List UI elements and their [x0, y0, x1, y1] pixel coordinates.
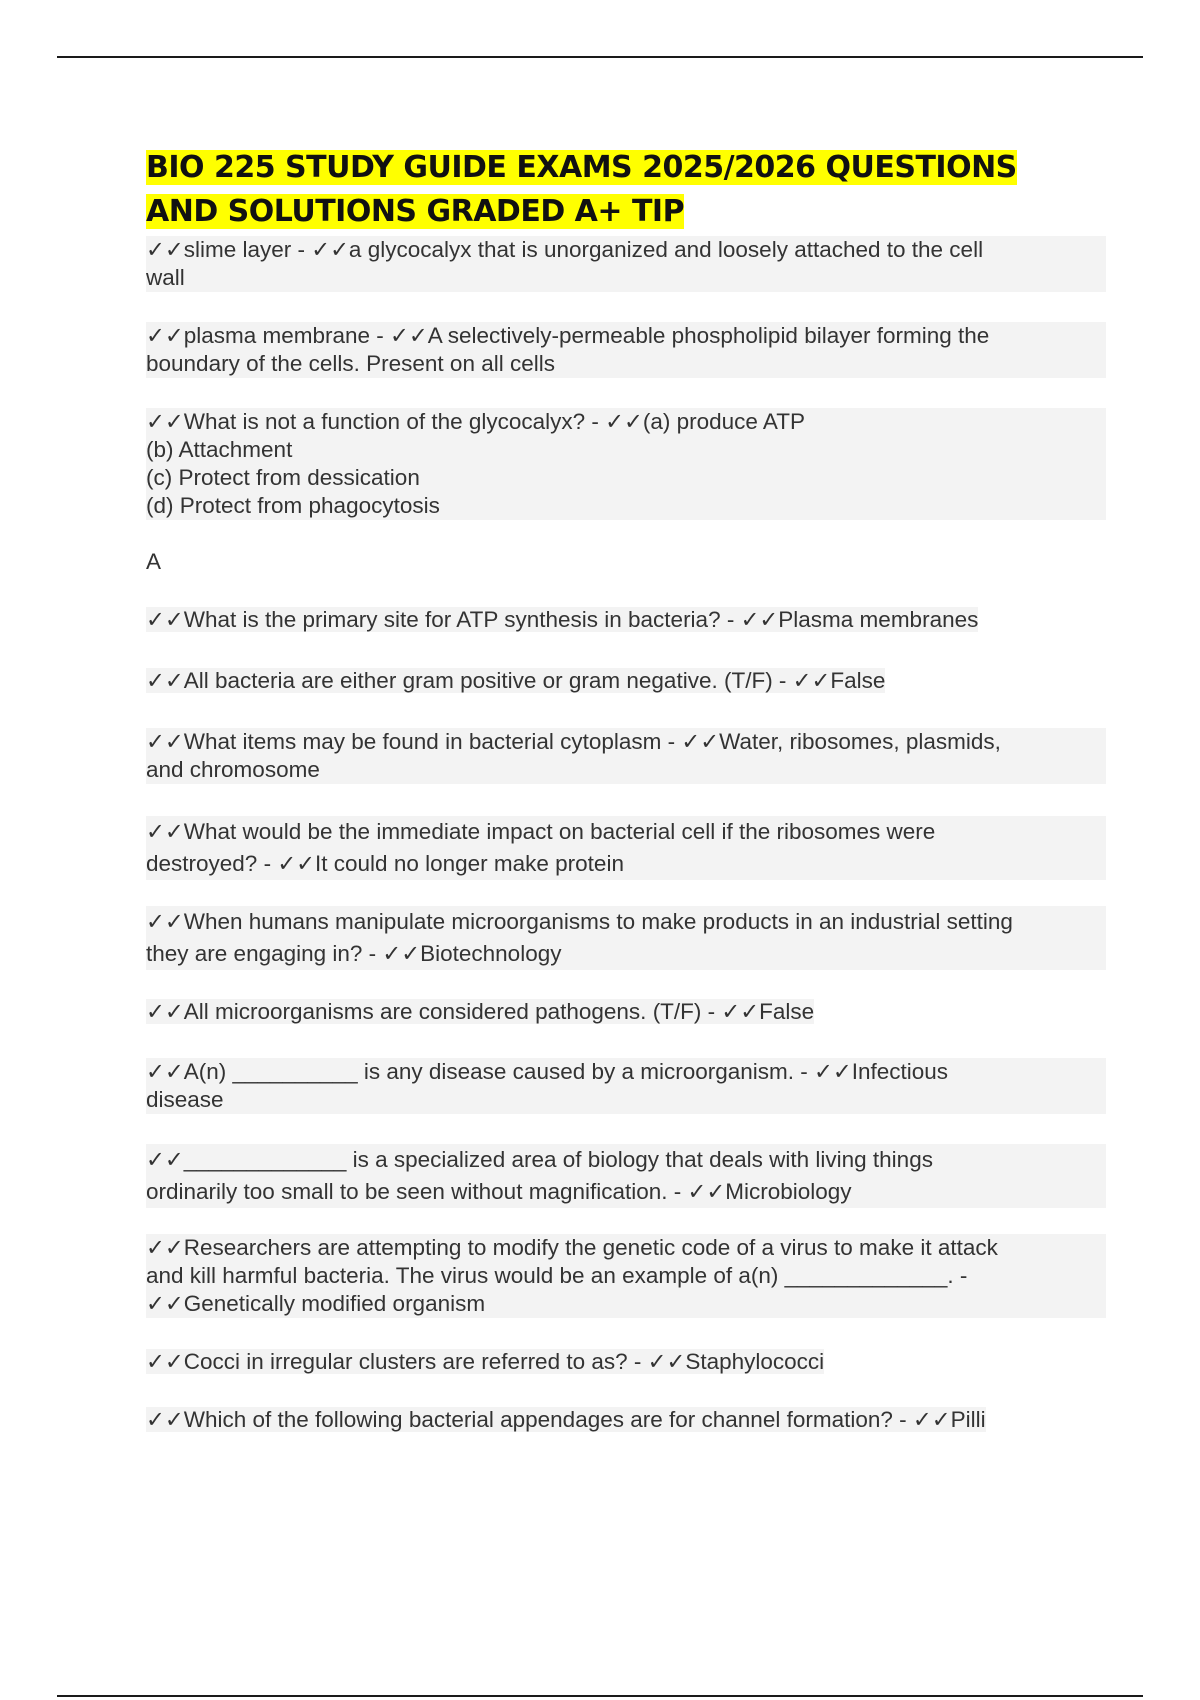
- qa-line: ✓✓What items may be found in bacterial cytoplasm - ✓✓Water, ribosomes, plasmids,: [146, 728, 1106, 756]
- qa-line: ✓✓All microorganisms are considered pathogens. (T/F) - ✓✓False: [146, 999, 815, 1024]
- qa-line: they are engaging in? - ✓✓Biotechnology: [146, 938, 1106, 970]
- qa-line: destroyed? - ✓✓It could no longer make protein: [146, 848, 1106, 880]
- qa-item: [146, 1058, 1106, 1114]
- qa-line: ✓✓slime layer - ✓✓a glycocalyx that is unorganized and loosely attached to the cell: [146, 236, 1106, 264]
- qa-line: ✓✓When humans manipulate microorganisms to make products in an industrial setting: [146, 906, 1106, 938]
- qa-line: ✓✓All bacteria are either gram positive or gram negative. (T/F) - ✓✓False: [146, 668, 886, 693]
- qa-line: ✓✓What is the primary site for ATP synthesis in bacteria? - ✓✓Plasma membranes: [146, 607, 979, 632]
- qa-item: [146, 322, 1106, 378]
- qa-line: (b) Attachment: [146, 436, 1106, 464]
- answer-letter: [146, 548, 1106, 576]
- document-body: [146, 146, 1106, 1434]
- qa-item: [146, 1234, 1106, 1318]
- qa-line: wall: [146, 264, 1106, 292]
- qa-line: ordinarily too small to be seen without magnification. - ✓✓Microbiology: [146, 1176, 1106, 1208]
- qa-line: ✓✓_____________ is a specialized area of biology that deals with living things: [146, 1144, 1106, 1176]
- qa-line: ✓✓A(n) __________ is any disease caused by a microorganism. - ✓✓Infectious: [146, 1058, 1106, 1086]
- qa-item: [146, 728, 1106, 784]
- qa-item: [146, 998, 1106, 1026]
- qa-line: ✓✓Which of the following bacterial appendages are for channel formation? - ✓✓Pilli: [146, 1407, 986, 1432]
- qa-item: [146, 1406, 1106, 1434]
- qa-line: ✓✓What would be the immediate impact on bacterial cell if the ribosomes were: [146, 816, 1106, 848]
- qa-line: and kill harmful bacteria. The virus would be an example of a(n) _____________. -: [146, 1262, 1106, 1290]
- qa-line: ✓✓Researchers are attempting to modify the genetic code of a virus to make it attack: [146, 1234, 1106, 1262]
- qa-line: ✓✓Genetically modified organism: [146, 1290, 1106, 1318]
- qa-line: disease: [146, 1086, 1106, 1114]
- qa-item: [146, 816, 1106, 880]
- qa-line: boundary of the cells. Present on all cells: [146, 350, 1106, 378]
- qa-line: A: [146, 549, 162, 574]
- qa-item: [146, 1144, 1106, 1208]
- qa-line: ✓✓Cocci in irregular clusters are referred to as? - ✓✓Staphylococci: [146, 1349, 825, 1374]
- title-line-2: AND SOLUTIONS GRADED A+ TIP: [146, 194, 685, 229]
- qa-line: ✓✓plasma membrane - ✓✓A selectively-permeable phospholipid bilayer forming the: [146, 322, 1106, 350]
- qa-item: [146, 408, 1106, 520]
- qa-line: and chromosome: [146, 756, 1106, 784]
- header-rule: [57, 56, 1143, 58]
- qa-item: [146, 667, 1106, 695]
- qa-line: (d) Protect from phagocytosis: [146, 492, 1106, 520]
- qa-item: [146, 1348, 1106, 1376]
- qa-item: [146, 606, 1106, 634]
- title-line-1: BIO 225 STUDY GUIDE EXAMS 2025/2026 QUESTIONS: [146, 150, 1017, 185]
- qa-item: [146, 906, 1106, 970]
- document-title: [146, 146, 1106, 234]
- footer-rule: [57, 1695, 1143, 1697]
- qa-line: ✓✓What is not a function of the glycocalyx? - ✓✓(a) produce ATP: [146, 408, 1106, 436]
- qa-line: (c) Protect from dessication: [146, 464, 1106, 492]
- qa-item: [146, 236, 1106, 292]
